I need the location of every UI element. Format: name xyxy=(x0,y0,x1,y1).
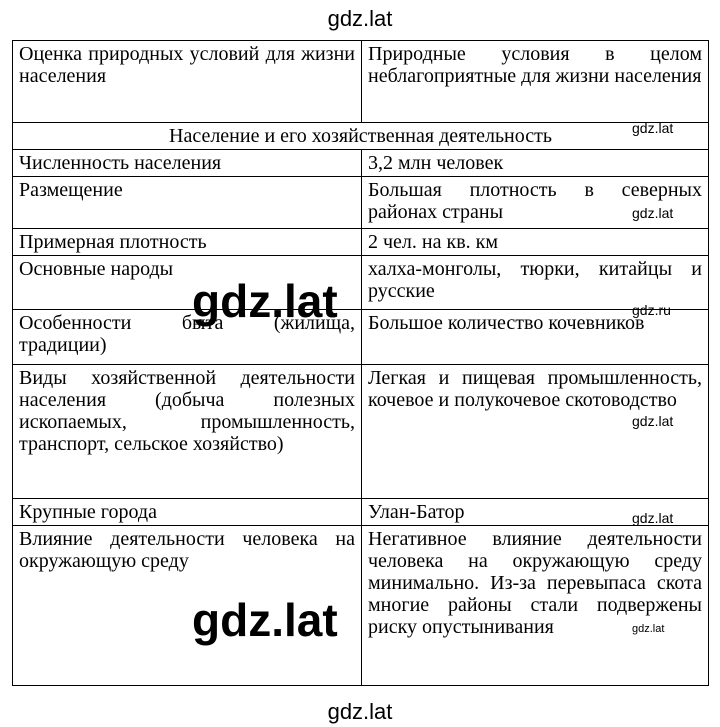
watermark-small: gdz.lat xyxy=(632,120,674,136)
table-row xyxy=(13,256,709,310)
watermark-small: gdz.lat xyxy=(632,510,674,526)
table-row xyxy=(13,177,709,229)
watermark-tiny: gdz.lat xyxy=(632,623,665,635)
cell-label: Влияние деятельности человека на окружающую среду xyxy=(13,526,362,686)
table-row xyxy=(13,41,709,123)
section-header: Население и его хозяйственная деятельность xyxy=(13,123,709,150)
cell-label: Виды хозяйственной деятельности населения (добыча полезных ископаемых, промышленность, транспорт, сельское хозяйство) xyxy=(13,365,362,499)
cell-label: Примерная плотность xyxy=(13,229,362,256)
watermark-bottom: gdz.lat xyxy=(327,699,393,724)
cell-value: Большая плотность в северных районах страны xyxy=(362,177,709,229)
table-row xyxy=(13,310,709,365)
table-row xyxy=(13,499,709,526)
cell-label: Крупные города xyxy=(13,499,362,526)
table-row xyxy=(13,365,709,499)
watermark-small: gdz.lat xyxy=(632,205,674,221)
watermark-large: gdz.lat xyxy=(192,275,338,327)
watermark-top: gdz.lat xyxy=(327,6,393,31)
cell-value: Большое количество кочевников xyxy=(362,310,709,365)
cell-value: 3,2 млн человек xyxy=(362,150,709,177)
table-row xyxy=(13,526,709,686)
cell-label: Особенности быта (жилища, традиции) xyxy=(13,310,362,365)
watermark-small: gdz.lat xyxy=(632,413,674,429)
info-table xyxy=(12,40,709,686)
cell-value: Легкая и пищевая промышленность, кочевое и полукочевое скотоводство xyxy=(362,365,709,499)
section-header-row xyxy=(13,123,709,150)
cell-label: Численность населения xyxy=(13,150,362,177)
cell-label: Оценка природных условий для жизни населения xyxy=(13,41,362,123)
cell-label: Основные народы xyxy=(13,256,362,310)
table-row xyxy=(13,150,709,177)
watermark-large: gdz.lat xyxy=(192,594,338,646)
cell-value: Природные условия в целом неблагоприятные для жизни населения xyxy=(362,41,709,123)
table-row xyxy=(13,229,709,256)
cell-value: халха-монголы, тюрки, китайцы и русские xyxy=(362,256,709,310)
cell-value: Негативное влияние деятельности человека на окружающую среду минимально. Из-за перевыпаса скота многие районы стали подвержены риску опустынивания xyxy=(362,526,709,686)
cell-value: 2 чел. на кв. км xyxy=(362,229,709,256)
cell-value: Улан-Батор xyxy=(362,499,709,526)
cell-label: Размещение xyxy=(13,177,362,229)
watermark-small: gdz.ru xyxy=(632,302,671,318)
